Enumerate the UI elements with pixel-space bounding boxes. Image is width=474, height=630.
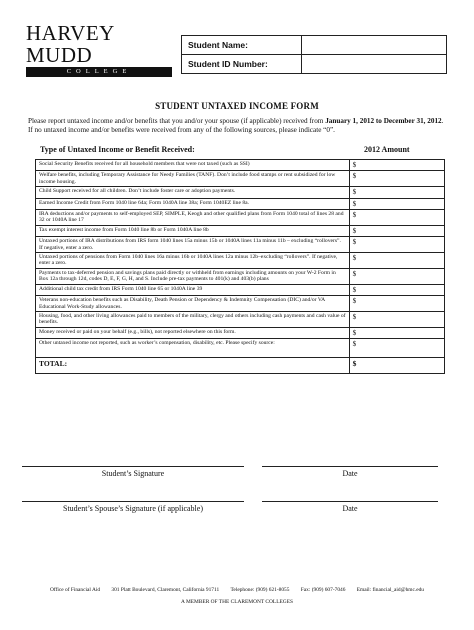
footer-contact xyxy=(0,587,474,593)
footer-address: 301 Platt Boulevard, Claremont, California 91711 xyxy=(111,587,220,593)
instructions-text-2: . If no untaxed income and/or benefits were received from any of the following sources, please indicate “0”. xyxy=(28,117,444,134)
logo-subtitle: COLLEGE xyxy=(26,67,172,77)
table-row xyxy=(36,237,445,253)
table-row xyxy=(36,339,445,358)
student-id-field[interactable] xyxy=(302,55,447,74)
row-description: Money received or paid on your behalf (e.g., bills), not reported elsewhere on this form. xyxy=(36,327,350,338)
row-description: Payments to tax-deferred pension and savings plans paid directly or withheld from earnings including amounts on your W-2 Form in Box 12a through 12d, codes D, E, F, G, H, and S. Include pre-tax payments to 401(k) and 403(b) plans xyxy=(36,268,350,284)
row-description: Tax exempt interest income from Form 1040 line 8b or Form 1040A line 8b xyxy=(36,225,350,236)
student-id-box xyxy=(181,35,447,74)
instructions-dates: January 1, 2012 to December 31, 2012 xyxy=(325,117,442,125)
amount-field[interactable]: $ xyxy=(349,225,444,236)
table-row xyxy=(36,296,445,312)
student-id-label: Student ID Number: xyxy=(182,55,302,74)
student-signature-line[interactable] xyxy=(22,466,244,467)
amount-field[interactable]: $ xyxy=(349,187,444,198)
row-description: Earned Income Credit from Form 1040 line 64a; Form 1040A line 38a; Form 1040EZ line 8a. xyxy=(36,198,350,209)
total-amount-field[interactable]: $ xyxy=(349,358,444,374)
table-row xyxy=(36,198,445,209)
amount-field[interactable]: $ xyxy=(349,339,444,358)
row-description: Housing, food, and other living allowances paid to members of the military, clergy and others including cash payments and cash value of benefits. xyxy=(36,311,350,327)
table-row xyxy=(36,210,445,226)
date-label-2: Date xyxy=(342,504,358,513)
row-description: Untaxed portions of IRA distributions from IRS form 1040 lines 15a minus 15b or 1040A lines 11a minus 11b – excluding “rollovers”. If negative, enter a zero. xyxy=(36,237,350,253)
total-label: TOTAL: xyxy=(36,358,350,374)
college-logo xyxy=(26,22,174,77)
instructions xyxy=(28,117,450,135)
row-description: IRA deductions and/or payments to self-employed SEP, SIMPLE, Keogh and other qualified plans from Form 1040 total of lines 28 and 32 or 1040A line 17 xyxy=(36,210,350,226)
student-name-field[interactable] xyxy=(302,36,447,55)
row-description: Additional child tax credit from IRS Form 1040 line 65 or 1040A line 39 xyxy=(36,284,350,295)
table-row xyxy=(36,160,445,171)
table-row xyxy=(36,327,445,338)
amount-field[interactable]: $ xyxy=(349,327,444,338)
date-line-2[interactable] xyxy=(262,501,438,502)
row-description: Veterans non-education benefits such as Disability, Death Pension or Dependency & Indemnity Compensation (DIC) and/or VA Educational Work-Study allowances. xyxy=(36,296,350,312)
row-description: Untaxed portions of pensions from Form 1040 lines 16a minus 16b or 1040A lines 12a minus 12b–excluding “rollovers”. If negative, enter a zero. xyxy=(36,253,350,269)
date-label-1: Date xyxy=(342,469,358,478)
footer-office: Office of Financial Aid xyxy=(49,587,101,593)
column-header-amount: 2012 Amount xyxy=(364,145,410,154)
student-name-label: Student Name: xyxy=(182,36,302,55)
table-row xyxy=(36,268,445,284)
spouse-signature-label: Student’s Spouse’s Signature (if applicable) xyxy=(63,504,203,513)
row-description: Child Support received for all children. Don’t include foster care or adoption payments. xyxy=(36,187,350,198)
column-header-type: Type of Untaxed Income or Benefit Received: xyxy=(40,145,195,154)
footer-member: A MEMBER OF THE CLAREMONT COLLEGES xyxy=(181,599,293,605)
date-line-1[interactable] xyxy=(262,466,438,467)
income-table xyxy=(35,159,445,374)
total-row xyxy=(36,358,445,374)
amount-field[interactable]: $ xyxy=(349,171,444,187)
footer-telephone: Telephone: (909) 621-8055 xyxy=(230,587,290,593)
table-row xyxy=(36,225,445,236)
amount-field[interactable]: $ xyxy=(349,253,444,269)
amount-field[interactable]: $ xyxy=(349,268,444,284)
amount-field[interactable]: $ xyxy=(349,210,444,226)
student-signature-label: Student’s Signature xyxy=(101,469,165,478)
amount-field[interactable]: $ xyxy=(349,296,444,312)
amount-field[interactable]: $ xyxy=(349,160,444,171)
spouse-signature-line[interactable] xyxy=(22,501,244,502)
footer-email: Email: financial_aid@hmc.edu xyxy=(356,587,424,593)
table-row xyxy=(36,187,445,198)
form-title: STUDENT UNTAXED INCOME FORM xyxy=(155,101,319,111)
table-row xyxy=(36,311,445,327)
row-description: Social Security Benefits received for all household members that were not taxed (such as SSI) xyxy=(36,160,350,171)
row-description: Other untaxed income not reported, such as worker’s compensation, disability, etc. Please specify source: xyxy=(36,339,350,358)
amount-field[interactable]: $ xyxy=(349,284,444,295)
amount-field[interactable]: $ xyxy=(349,198,444,209)
instructions-text-1: Please report untaxed income and/or benefits that you and/or your spouse (if applicable) received from xyxy=(28,117,326,125)
amount-field[interactable]: $ xyxy=(349,237,444,253)
footer-fax: Fax: (909) 607-7046 xyxy=(300,587,346,593)
table-row xyxy=(36,253,445,269)
logo-wordmark: HARVEY MUDD xyxy=(26,21,115,67)
table-row xyxy=(36,171,445,187)
amount-field[interactable]: $ xyxy=(349,311,444,327)
row-description: Welfare benefits, including Temporary Assistance for Needy Families (TANF). Don’t include food stamps or rent subsidized for low income housing. xyxy=(36,171,350,187)
table-row xyxy=(36,284,445,295)
